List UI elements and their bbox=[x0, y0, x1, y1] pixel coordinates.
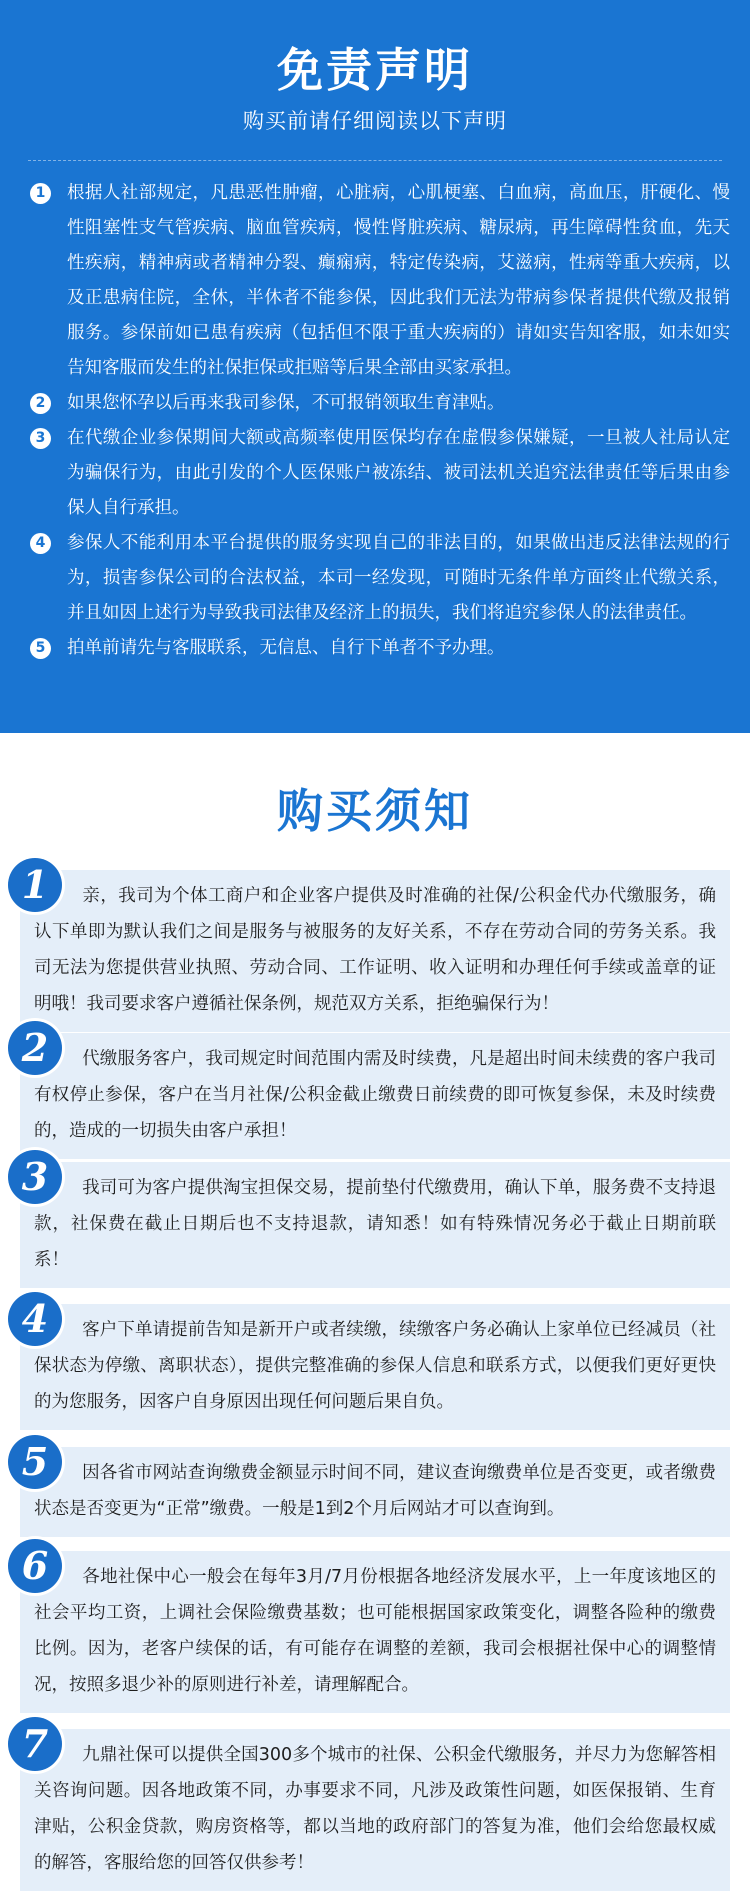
notice-title: 购买须知 bbox=[277, 784, 473, 838]
card-text: 我司可为客户提供淘宝担保交易，提前垫付代缴费用，确认下单，服务费不支持退款，社保费在截止日期后也不支持退款，请知悉！如有特殊情况务必于截止日期前联系！ bbox=[34, 1178, 716, 1270]
card-text: 九鼎社保可以提供全国300多个城市的社保、公积金代缴服务，并尽力为您解答相关咨询问题。因各地政策不同，办事要求不同，凡涉及政策性问题，如医保报销、生育津贴，公积金贷款，购房资格等，都以当地的政府部门的答复为准，他们会给您最权威的解答，客服给您的回答仅供参考！ bbox=[34, 1745, 716, 1873]
disclaimer-text: 在代缴企业参保期间大额或高频率使用医保均存在虚假参保嫌疑，一旦被人社局认定为骗保行为，由此引发的个人医保账户被冻结、被司法机关追究法律责任等后果由参保人自行承担。 bbox=[67, 428, 730, 518]
disclaimer-list bbox=[30, 176, 730, 666]
item-number-badge: 3 bbox=[30, 428, 51, 449]
item-number-badge: 5 bbox=[30, 638, 51, 659]
disclaimer-text: 参保人不能利用本平台提供的服务实现自己的非法目的，如果做出违反法律法规的行为，损害参保公司的合法权益，本司一经发现，可随时无条件单方面终止代缴关系，并且如因上述行为导致我司法律及经济上的损失，我们将追究参保人的法律责任。 bbox=[67, 533, 730, 623]
item-number-badge: 1 bbox=[30, 183, 51, 204]
notice-card bbox=[20, 1025, 730, 1159]
notice-card bbox=[20, 1439, 730, 1537]
notice-card bbox=[20, 862, 730, 1032]
disclaimer-item bbox=[30, 176, 730, 386]
notice-card bbox=[20, 1296, 730, 1430]
card-number-badge: 3 bbox=[8, 1150, 62, 1204]
card-number-badge: 5 bbox=[8, 1435, 62, 1489]
disclaimer-item bbox=[30, 386, 730, 421]
notice-card bbox=[20, 1154, 730, 1288]
card-text: 亲，我司为个体工商户和企业客户提供及时准确的社保/公积金代办代缴服务，确认下单即为默认我们之间是服务与被服务的友好关系，不存在劳动合同的劳务关系。我司无法为您提供营业执照、劳动合同、工作证明、收入证明和办理任何手续或盖章的证明哦！我司要求客户遵循社保条例，规范双方关系，拒绝骗保行为！ bbox=[34, 886, 716, 1014]
card-text: 代缴服务客户，我司规定时间范围内需及时续费，凡是超出时间未续费的客户我司有权停止参保，客户在当月社保/公积金截止缴费日前续费的即可恢复参保，未及时续费的，造成的一切损失由客户承担！ bbox=[34, 1049, 716, 1141]
card-text: 各地社保中心一般会在每年3月/7月份根据各地经济发展水平，上一年度该地区的社会平均工资，上调社会保险缴费基数；也可能根据国家政策变化，调整各险种的缴费比例。因为，老客户续保的话，有可能存在调整的差额，我司会根据社保中心的调整情况，按照多退少补的原则进行补差，请理解配合。 bbox=[34, 1567, 716, 1695]
card-number-badge: 1 bbox=[8, 858, 62, 912]
notice-card bbox=[20, 1721, 730, 1891]
disclaimer-title: 免责声明 bbox=[277, 43, 473, 97]
disclaimer-item bbox=[30, 631, 730, 666]
card-text: 客户下单请提前告知是新开户或者续缴，续缴客户务必确认上家单位已经减员（社保状态为停缴、离职状态），提供完整准确的参保人信息和联系方式，以便我们更好更快的为您服务，因客户自身原因出现任何问题后果自负。 bbox=[34, 1320, 716, 1412]
card-number-badge: 4 bbox=[8, 1292, 62, 1346]
disclaimer-subtitle: 购买前请仔细阅读以下声明 bbox=[243, 109, 507, 133]
divider bbox=[28, 160, 722, 161]
disclaimer-panel bbox=[0, 0, 750, 733]
disclaimer-text: 如果您怀孕以后再来我司参保，不可报销领取生育津贴。 bbox=[67, 393, 505, 413]
card-number-badge: 7 bbox=[8, 1717, 62, 1771]
item-number-badge: 2 bbox=[30, 393, 51, 414]
disclaimer-item bbox=[30, 421, 730, 526]
card-text: 因各省市网站查询缴费金额显示时间不同，建议查询缴费单位是否变更，或者缴费状态是否变更为“正常”缴费。一般是1到2个月后网站才可以查询到。 bbox=[34, 1463, 716, 1519]
disclaimer-text: 根据人社部规定，凡患恶性肿瘤，心脏病，心肌梗塞、白血病，高血压，肝硬化、慢性阻塞性支气管疾病、脑血管疾病，慢性肾脏疾病、糖尿病，再生障碍性贫血，先天性疾病，精神病或者精神分裂、癫痫病，特定传染病，艾滋病，性病等重大疾病，以及正患病住院，全休，半休者不能参保，因此我们无法为带病参保者提供代缴及报销服务。参保前如已患有疾病（包括但不限于重大疾病的）请如实告知客服，如未如实告知客服而发生的社保拒保或拒赔等后果全部由买家承担。 bbox=[67, 183, 730, 378]
card-number-badge: 2 bbox=[8, 1021, 62, 1075]
item-number-badge: 4 bbox=[30, 533, 51, 554]
disclaimer-item bbox=[30, 526, 730, 631]
notice-card bbox=[20, 1543, 730, 1713]
card-number-badge: 6 bbox=[8, 1539, 62, 1593]
disclaimer-text: 拍单前请先与客服联系，无信息、自行下单者不予办理。 bbox=[67, 638, 505, 658]
